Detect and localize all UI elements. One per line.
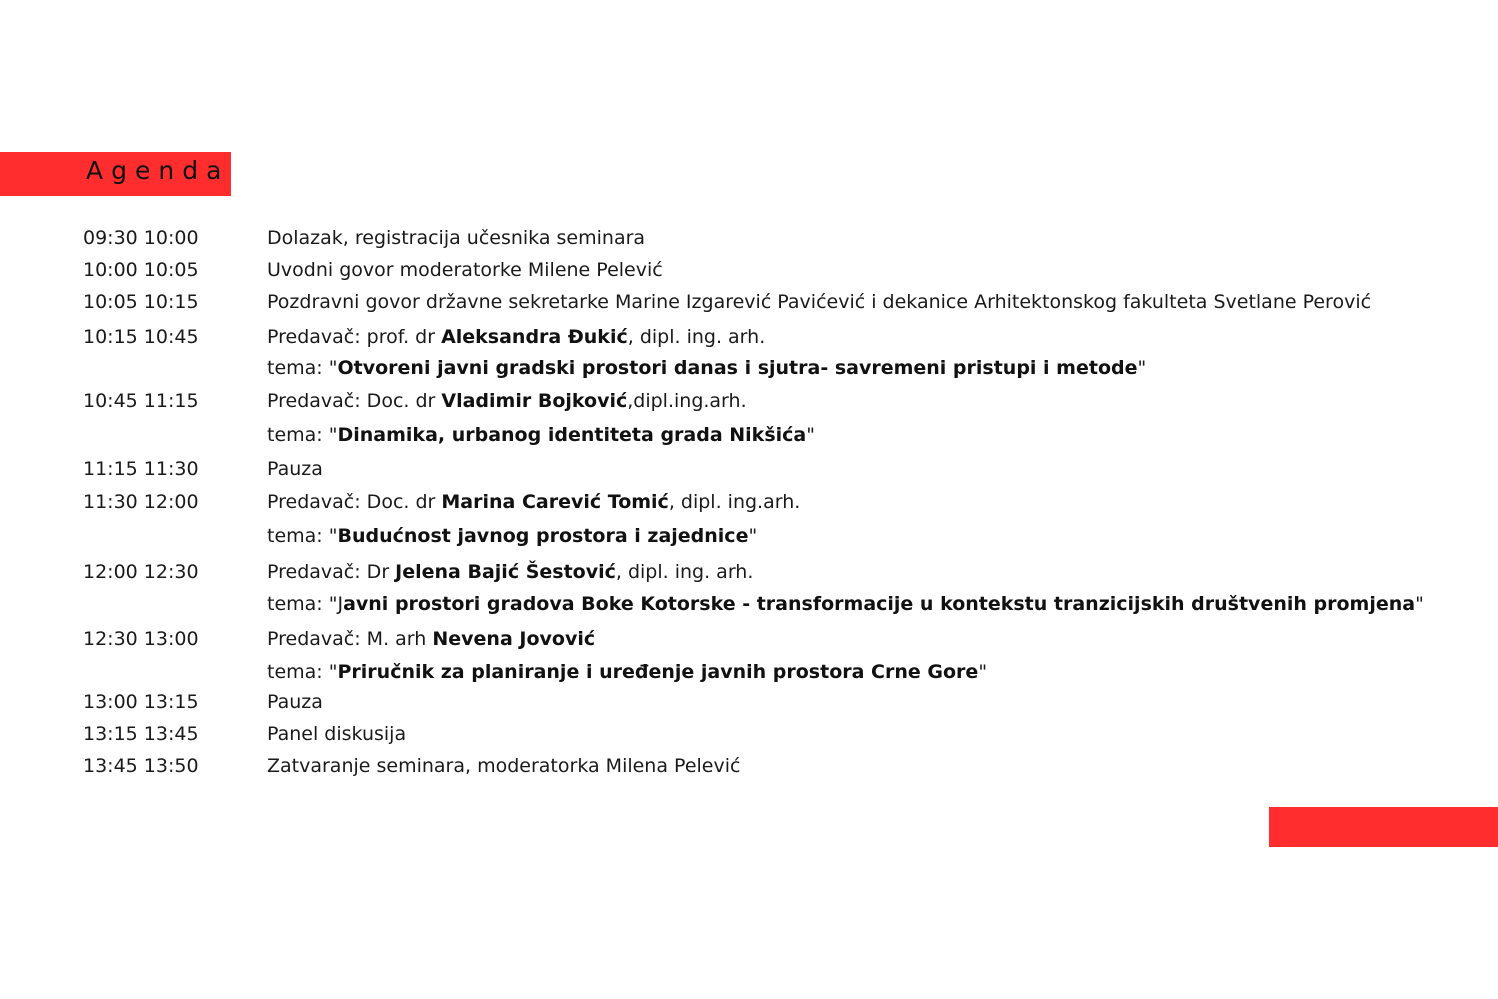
speaker-prefix: Predavač: M. arh (267, 628, 433, 650)
row-time: 10:05 10:15 (83, 291, 199, 313)
topic-line (267, 524, 757, 548)
speaker-prefix: Predavač: prof. dr (267, 326, 442, 348)
speaker-line (267, 490, 800, 514)
row-time: 12:30 13:00 (83, 628, 199, 650)
topic-title: Otvoreni javni gradski prostori danas i sjutra- savremeni pristupi i metode (337, 357, 1138, 379)
speaker-prefix: Predavač: Doc. dr (267, 491, 442, 513)
row-time: 11:30 12:00 (83, 491, 199, 513)
page-title: Agenda (86, 156, 230, 185)
row-time: 13:45 13:50 (83, 755, 199, 777)
speaker-name: Jelena Bajić Šestović (395, 561, 616, 583)
speaker-suffix: , dipl. ing.arh. (668, 491, 801, 513)
topic-title: Budućnost javnog prostora i zajednice (337, 525, 749, 547)
topic-suffix: " (978, 661, 988, 683)
topic-title: Priručnik za planiranje i uređenje javnih prostora Crne Gore (337, 661, 979, 683)
row-text: Panel diskusija (267, 723, 407, 745)
row-time: 13:15 13:45 (83, 723, 199, 745)
row-time: 12:00 12:30 (83, 561, 199, 583)
topic-line (267, 660, 987, 684)
row-time: 10:45 11:15 (83, 390, 199, 412)
speaker-line (267, 627, 595, 651)
row-text: Pauza (267, 691, 323, 713)
row-text: Pozdravni govor državne sekretarke Marine Izgarević Pavićević i dekanice Arhitektonskog fakulteta Svetlane Perović (267, 291, 1372, 313)
speaker-name: Marina Carević Tomić (441, 491, 669, 513)
row-text: Pauza (267, 458, 323, 480)
topic-line (267, 423, 815, 447)
topic-prefix: tema: " (267, 525, 338, 547)
topic-prefix: tema: "J (267, 593, 344, 615)
speaker-suffix: , dipl. ing. arh. (627, 326, 766, 348)
row-time: 13:00 13:15 (83, 691, 199, 713)
speaker-line (267, 325, 765, 349)
speaker-line (267, 389, 747, 413)
speaker-name: Nevena Jovović (432, 628, 596, 650)
speaker-name: Vladimir Bojković (441, 390, 628, 412)
topic-prefix: tema: " (267, 424, 338, 446)
corner-band (1269, 807, 1498, 847)
topic-prefix: tema: " (267, 357, 338, 379)
speaker-prefix: Predavač: Dr (267, 561, 396, 583)
topic-line (267, 356, 1146, 380)
topic-line (267, 592, 1424, 616)
topic-suffix: " (1137, 357, 1147, 379)
row-time: 10:15 10:45 (83, 326, 199, 348)
speaker-suffix: , dipl. ing. arh. (615, 561, 754, 583)
row-time: 09:30 10:00 (83, 227, 199, 249)
speaker-name: Aleksandra Đukić (441, 326, 628, 348)
topic-title: avni prostori gradova Boke Kotorske - transformacije u kontekstu tranzicijskih društvenih promjena (343, 593, 1416, 615)
row-text: Uvodni govor moderatorke Milene Pelević (267, 259, 663, 281)
topic-suffix: " (748, 525, 758, 547)
topic-prefix: tema: " (267, 661, 338, 683)
speaker-suffix: ,dipl.ing.arh. (627, 390, 747, 412)
row-time: 11:15 11:30 (83, 458, 199, 480)
topic-suffix: " (806, 424, 815, 446)
row-text: Dolazak, registracija učesnika seminara (267, 227, 646, 249)
speaker-line (267, 560, 753, 584)
topic-title: Dinamika, urbanog identiteta grada Nikšića (337, 424, 807, 446)
speaker-prefix: Predavač: Doc. dr (267, 390, 442, 412)
topic-suffix: " (1415, 593, 1424, 615)
row-time: 10:00 10:05 (83, 259, 199, 281)
row-text: Zatvaranje seminara, moderatorka Milena Pelević (267, 755, 741, 777)
